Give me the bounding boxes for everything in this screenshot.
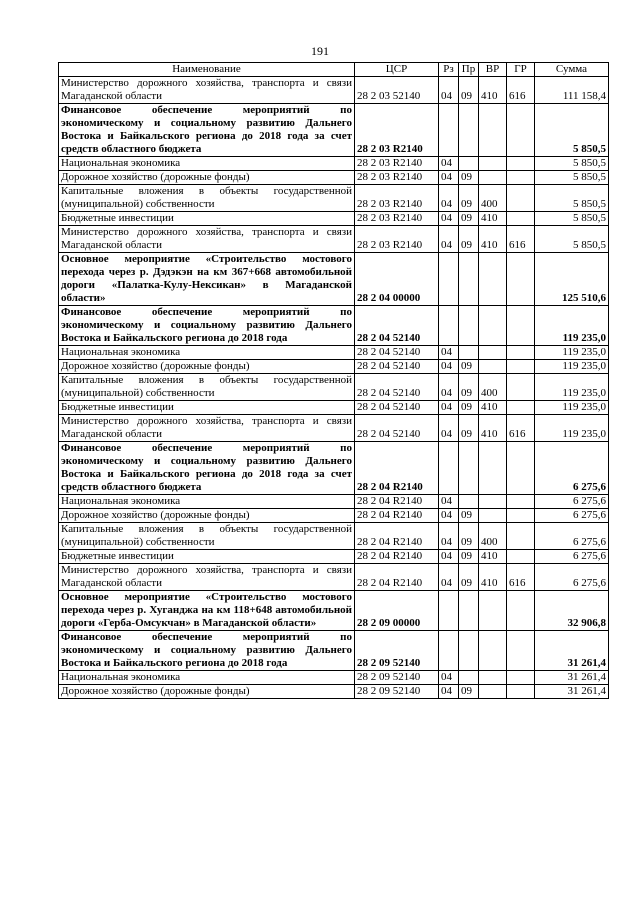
cell-gr [507,401,535,415]
header-gr: ГР [507,63,535,77]
table-row [59,550,609,564]
cell-rz: 04 [439,346,459,360]
cell-rz: 04 [439,685,459,699]
table-row [59,564,609,591]
cell-csr: 28 2 04 R2140 [355,509,439,523]
cell-vr [479,157,507,171]
cell-vr [479,360,507,374]
table-row [59,185,609,212]
cell-rz: 04 [439,564,459,591]
cell-gr [507,104,535,157]
cell-name: Дорожное хозяйство (дорожные фонды) [59,685,355,699]
cell-rz [439,104,459,157]
cell-gr [507,509,535,523]
cell-vr [479,495,507,509]
cell-pr [459,253,479,306]
cell-pr: 09 [459,360,479,374]
cell-rz: 04 [439,226,459,253]
cell-name: Дорожное хозяйство (дорожные фонды) [59,360,355,374]
cell-name: Капитальные вложения в объекты государственной (муниципальной) собственности [59,523,355,550]
cell-csr: 28 2 04 R2140 [355,550,439,564]
table-row [59,631,609,671]
table-row [59,442,609,495]
header-sum: Сумма [535,63,609,77]
table-row [59,671,609,685]
cell-gr [507,550,535,564]
cell-pr [459,671,479,685]
cell-csr: 28 2 03 R2140 [355,157,439,171]
cell-csr: 28 2 09 52140 [355,631,439,671]
cell-pr: 09 [459,171,479,185]
cell-csr: 28 2 03 R2140 [355,226,439,253]
cell-vr [479,591,507,631]
cell-csr: 28 2 04 52140 [355,401,439,415]
cell-rz: 04 [439,401,459,415]
cell-name: Бюджетные инвестиции [59,550,355,564]
cell-gr [507,631,535,671]
cell-csr: 28 2 03 R2140 [355,171,439,185]
cell-name: Национальная экономика [59,157,355,171]
cell-name: Финансовое обеспечение мероприятий по экономическому и социальному развитию Дальнего Востока и Байкальского региона до 2018 года за счет средств областного бюджета [59,442,355,495]
table-row [59,374,609,401]
cell-vr: 410 [479,415,507,442]
cell-gr [507,685,535,699]
cell-sum: 125 510,6 [535,253,609,306]
table-row [59,212,609,226]
cell-gr [507,591,535,631]
cell-vr: 410 [479,77,507,104]
cell-csr: 28 2 03 R2140 [355,104,439,157]
cell-name: Национальная экономика [59,671,355,685]
cell-sum: 31 261,4 [535,631,609,671]
cell-rz: 04 [439,523,459,550]
cell-rz [439,631,459,671]
cell-name: Финансовое обеспечение мероприятий по экономическому и социальному развитию Дальнего Востока и Байкальского региона до 2018 года [59,631,355,671]
table-row [59,104,609,157]
cell-name: Основное мероприятие «Строительство мостового перехода через р. Дэдэкэн на км 367+668 автомобильной дороги «Палатка-Кулу-Нексикан» в Магаданской области» [59,253,355,306]
cell-name: Министерство дорожного хозяйства, транспорта и связи Магаданской области [59,564,355,591]
table-row [59,306,609,346]
cell-csr: 28 2 04 52140 [355,306,439,346]
cell-rz: 04 [439,415,459,442]
cell-sum: 6 275,6 [535,509,609,523]
table-row [59,495,609,509]
cell-sum: 32 906,8 [535,591,609,631]
cell-pr [459,631,479,671]
cell-gr [507,185,535,212]
cell-sum: 6 275,6 [535,495,609,509]
cell-rz: 04 [439,212,459,226]
cell-rz [439,591,459,631]
cell-csr: 28 2 03 52140 [355,77,439,104]
cell-name: Финансовое обеспечение мероприятий по экономическому и социальному развитию Дальнего Востока и Байкальского региона до 2018 года [59,306,355,346]
cell-rz: 04 [439,157,459,171]
cell-name: Министерство дорожного хозяйства, транспорта и связи Магаданской области [59,226,355,253]
cell-pr [459,346,479,360]
cell-vr [479,346,507,360]
table-row [59,77,609,104]
cell-gr [507,495,535,509]
cell-pr [459,442,479,495]
table-row [59,346,609,360]
cell-pr: 09 [459,401,479,415]
cell-sum: 6 275,6 [535,550,609,564]
cell-vr: 410 [479,564,507,591]
cell-name: Капитальные вложения в объекты государственной (муниципальной) собственности [59,185,355,212]
table-row [59,591,609,631]
cell-name: Основное мероприятие «Строительство мостового перехода через р. Хуганджа на км 118+648 автомобильной дороги «Герба-Омсукчан» в Магаданской области» [59,591,355,631]
cell-pr: 09 [459,509,479,523]
cell-pr [459,306,479,346]
cell-sum: 119 235,0 [535,374,609,401]
cell-name: Национальная экономика [59,346,355,360]
cell-vr [479,442,507,495]
cell-name: Министерство дорожного хозяйства, транспорта и связи Магаданской области [59,77,355,104]
cell-pr: 09 [459,212,479,226]
table-body [59,77,609,699]
cell-gr: 616 [507,415,535,442]
table-row [59,509,609,523]
cell-csr: 28 2 03 R2140 [355,212,439,226]
cell-gr [507,346,535,360]
header-pr: Пр [459,63,479,77]
table-row [59,253,609,306]
cell-sum: 31 261,4 [535,671,609,685]
cell-csr: 28 2 04 52140 [355,360,439,374]
table-row [59,157,609,171]
cell-sum: 5 850,5 [535,104,609,157]
cell-vr: 410 [479,550,507,564]
header-name: Наименование [59,63,355,77]
cell-csr: 28 2 04 00000 [355,253,439,306]
cell-vr: 400 [479,185,507,212]
cell-rz: 04 [439,77,459,104]
cell-gr [507,523,535,550]
cell-csr: 28 2 04 52140 [355,415,439,442]
cell-rz: 04 [439,185,459,212]
cell-vr: 400 [479,523,507,550]
cell-rz [439,253,459,306]
cell-rz: 04 [439,550,459,564]
cell-gr [507,671,535,685]
cell-sum: 5 850,5 [535,185,609,212]
cell-name: Дорожное хозяйство (дорожные фонды) [59,171,355,185]
cell-vr [479,509,507,523]
cell-pr: 09 [459,374,479,401]
cell-name: Финансовое обеспечение мероприятий по экономическому и социальному развитию Дальнего Востока и Байкальского региона до 2018 года за счет средств областного бюджета [59,104,355,157]
cell-sum: 119 235,0 [535,306,609,346]
cell-sum: 5 850,5 [535,157,609,171]
cell-sum: 119 235,0 [535,401,609,415]
cell-pr: 09 [459,77,479,104]
cell-rz [439,442,459,495]
table-row [59,523,609,550]
table-row [59,226,609,253]
table-row [59,401,609,415]
table-row [59,171,609,185]
cell-pr: 09 [459,185,479,212]
cell-vr: 410 [479,226,507,253]
cell-gr [507,442,535,495]
header-vr: ВР [479,63,507,77]
table-row [59,415,609,442]
cell-vr [479,631,507,671]
cell-gr [507,360,535,374]
cell-sum: 5 850,5 [535,226,609,253]
cell-rz: 04 [439,360,459,374]
cell-pr [459,104,479,157]
cell-pr: 09 [459,415,479,442]
cell-gr [507,253,535,306]
table-row [59,685,609,699]
cell-csr: 28 2 04 52140 [355,374,439,401]
cell-gr [507,157,535,171]
cell-pr [459,157,479,171]
cell-pr [459,495,479,509]
cell-name: Национальная экономика [59,495,355,509]
cell-name: Министерство дорожного хозяйства, транспорта и связи Магаданской области [59,415,355,442]
cell-sum: 31 261,4 [535,685,609,699]
cell-sum: 6 275,6 [535,564,609,591]
cell-csr: 28 2 04 R2140 [355,442,439,495]
cell-sum: 5 850,5 [535,171,609,185]
cell-gr [507,171,535,185]
cell-gr [507,212,535,226]
cell-vr [479,253,507,306]
page-number: 191 [311,44,329,58]
cell-sum: 119 235,0 [535,360,609,374]
cell-vr [479,671,507,685]
cell-pr: 09 [459,226,479,253]
cell-rz: 04 [439,509,459,523]
cell-vr: 410 [479,401,507,415]
header-row [59,63,609,77]
cell-rz: 04 [439,171,459,185]
cell-rz: 04 [439,495,459,509]
cell-gr [507,306,535,346]
cell-csr: 28 2 09 52140 [355,671,439,685]
cell-csr: 28 2 03 R2140 [355,185,439,212]
cell-sum: 119 235,0 [535,346,609,360]
cell-rz: 04 [439,374,459,401]
cell-gr: 616 [507,77,535,104]
cell-csr: 28 2 04 52140 [355,346,439,360]
cell-sum: 119 235,0 [535,415,609,442]
cell-vr [479,171,507,185]
cell-gr: 616 [507,564,535,591]
cell-vr: 400 [479,374,507,401]
cell-vr [479,685,507,699]
cell-name: Бюджетные инвестиции [59,212,355,226]
cell-pr: 09 [459,685,479,699]
cell-name: Дорожное хозяйство (дорожные фонды) [59,509,355,523]
cell-vr: 410 [479,212,507,226]
header-csr: ЦСР [355,63,439,77]
cell-csr: 28 2 04 R2140 [355,523,439,550]
cell-name: Капитальные вложения в объекты государственной (муниципальной) собственности [59,374,355,401]
cell-csr: 28 2 04 R2140 [355,564,439,591]
cell-rz [439,306,459,346]
table-header [59,63,609,77]
cell-sum: 111 158,4 [535,77,609,104]
cell-pr [459,591,479,631]
cell-sum: 6 275,6 [535,442,609,495]
cell-vr [479,104,507,157]
cell-pr: 09 [459,550,479,564]
table-row [59,360,609,374]
cell-pr: 09 [459,523,479,550]
cell-name: Бюджетные инвестиции [59,401,355,415]
cell-sum: 6 275,6 [535,523,609,550]
cell-gr: 616 [507,226,535,253]
cell-rz: 04 [439,671,459,685]
budget-table [58,62,609,699]
cell-csr: 28 2 04 R2140 [355,495,439,509]
cell-sum: 5 850,5 [535,212,609,226]
cell-csr: 28 2 09 00000 [355,591,439,631]
cell-csr: 28 2 09 52140 [355,685,439,699]
cell-pr: 09 [459,564,479,591]
header-rz: Рз [439,63,459,77]
cell-gr [507,374,535,401]
cell-vr [479,306,507,346]
